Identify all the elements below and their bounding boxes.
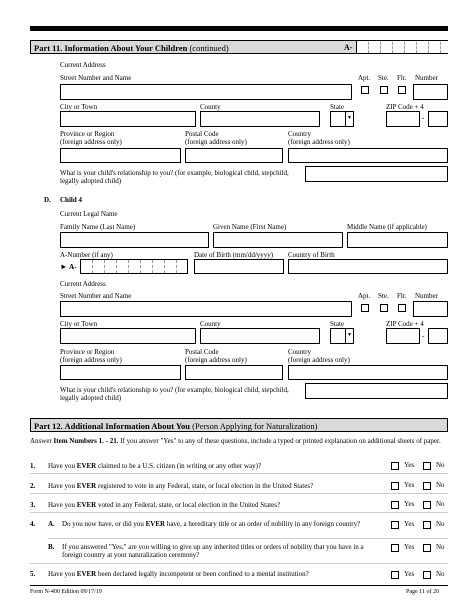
child4-title: Child 4 bbox=[60, 196, 82, 204]
c4-ste-label: Ste. bbox=[378, 292, 389, 300]
part12-header bbox=[30, 418, 448, 432]
anumber-label: A-Number (if any) bbox=[60, 251, 113, 259]
ste-label: Ste. bbox=[378, 74, 389, 82]
street-label: Street Number and Name bbox=[60, 74, 132, 82]
q4a-no-checkbox[interactable] bbox=[423, 521, 431, 529]
c4-flr-checkbox[interactable] bbox=[398, 304, 406, 312]
q1-text: Have you EVER claimed to be a U.S. citizen (in writing or any other way)? bbox=[48, 462, 262, 470]
q2-yes-label: Yes bbox=[404, 481, 415, 489]
c4-flr-label: Flr. bbox=[397, 292, 407, 300]
c4-zip-dash: - bbox=[422, 332, 425, 340]
q2-number: 2. bbox=[30, 482, 36, 490]
part12-title: Part 12. bbox=[34, 421, 63, 431]
part12-intro: Answer Item Numbers 1. - 21. If you answer "Yes" to any of these questions, include a typed or printed explanation on additional sheets of paper. bbox=[30, 437, 441, 445]
postal-field[interactable] bbox=[185, 148, 283, 163]
number-field[interactable] bbox=[413, 84, 448, 100]
c4-province-label: Province or Region bbox=[60, 348, 115, 356]
province-field[interactable] bbox=[60, 148, 181, 163]
relationship-label: What is your child's relationship to you? (for example, biological child, stepchild, legally adopted child) bbox=[60, 169, 289, 185]
state-label: State bbox=[330, 103, 344, 111]
c4-county-field[interactable] bbox=[200, 328, 320, 344]
part12-title-rest: Additional Information About You bbox=[64, 421, 191, 431]
city-label: City or Town bbox=[60, 103, 98, 111]
postal-label: Postal Code bbox=[185, 130, 219, 138]
c4-street-label: Street Number and Name bbox=[60, 292, 132, 300]
middle-name-label: Middle Name (if applicable) bbox=[347, 223, 427, 231]
q5-yes-checkbox[interactable] bbox=[391, 571, 399, 579]
chevron-down-icon: ▼ bbox=[345, 329, 353, 343]
q2-yes-checkbox[interactable] bbox=[391, 482, 399, 490]
c4-postal-field[interactable] bbox=[185, 365, 283, 380]
q5-no-checkbox[interactable] bbox=[423, 571, 431, 579]
c4-city-label: City or Town bbox=[60, 320, 98, 328]
c4-county-label: County bbox=[200, 320, 221, 328]
top-rule bbox=[30, 26, 448, 31]
q1-no-label: No bbox=[436, 461, 445, 469]
q3-yes-checkbox[interactable] bbox=[391, 501, 399, 509]
chevron-down-icon: ▼ bbox=[345, 112, 353, 126]
c4-zip-label: ZIP Code + 4 bbox=[386, 320, 424, 328]
q1-yes-label: Yes bbox=[404, 461, 415, 469]
part12-title-paren: (Person Applying for Naturalization) bbox=[192, 421, 318, 431]
c4-zip-field[interactable] bbox=[386, 328, 420, 344]
q1-no-checkbox[interactable] bbox=[423, 462, 431, 470]
c4-number-label: Number bbox=[415, 292, 438, 300]
county-label: County bbox=[200, 103, 221, 111]
part11-header bbox=[30, 40, 448, 54]
q5-no-label: No bbox=[436, 570, 445, 578]
county-field[interactable] bbox=[200, 111, 320, 127]
state-select[interactable] bbox=[330, 111, 354, 127]
current-address-label: Current Address bbox=[60, 61, 106, 69]
c4-number-field[interactable] bbox=[413, 301, 448, 317]
q4b-no-label: No bbox=[436, 543, 445, 551]
zip4-field[interactable] bbox=[428, 111, 448, 127]
c4-country-field[interactable] bbox=[288, 365, 448, 380]
c4-postal-label: Postal Code bbox=[185, 348, 219, 356]
q3-divider bbox=[30, 512, 448, 513]
q4b-text: If you answered "Yes," are you willing to give up any inherited titles or orders of nobility that you have in a foreign country at your naturalization ceremony? bbox=[62, 543, 364, 559]
footer-form: Form N-400 Edition 09/17/19 bbox=[30, 589, 102, 595]
q5-yes-label: Yes bbox=[404, 570, 415, 578]
anumber-prefix: ► A- bbox=[60, 262, 77, 271]
c4-apt-label: Apt. bbox=[358, 292, 371, 300]
relationship-field[interactable] bbox=[305, 166, 448, 182]
country-label: Country bbox=[288, 130, 311, 138]
postal-label-2: (foreign address only) bbox=[185, 138, 247, 146]
dob-label: Date of Birth (mm/dd/yyyy) bbox=[194, 251, 274, 259]
q4a-divider bbox=[48, 538, 448, 539]
c4-state-label: State bbox=[330, 320, 344, 328]
dob-field[interactable] bbox=[194, 259, 284, 274]
part11-title-cont: (continued) bbox=[189, 43, 229, 53]
q4a-yes-label: Yes bbox=[404, 520, 415, 528]
street-field[interactable] bbox=[60, 84, 352, 100]
q1-yes-checkbox[interactable] bbox=[391, 462, 399, 470]
q4a-yes-checkbox[interactable] bbox=[391, 521, 399, 529]
q4b-divider bbox=[30, 563, 448, 564]
q4b-letter: B. bbox=[48, 543, 55, 551]
c4-relationship-label: What is your child's relationship to you? (for example, biological child, stepchild, legally adopted child) bbox=[60, 386, 289, 402]
q4a-no-label: No bbox=[436, 520, 445, 528]
c4-street-field[interactable] bbox=[60, 301, 352, 317]
zip-field[interactable] bbox=[386, 111, 420, 127]
c4-ste-checkbox[interactable] bbox=[380, 304, 388, 312]
given-name-field[interactable] bbox=[213, 232, 343, 248]
country-field[interactable] bbox=[288, 148, 448, 163]
q4-number: 4. bbox=[30, 520, 36, 528]
province-label-2: (foreign address only) bbox=[60, 138, 122, 146]
legal-name-label: Current Legal Name bbox=[60, 210, 118, 218]
c4-postal-label-2: (foreign address only) bbox=[185, 356, 247, 364]
apt-label: Apt. bbox=[358, 74, 371, 82]
q1-divider bbox=[30, 473, 448, 474]
q2-no-label: No bbox=[436, 481, 445, 489]
q3-number: 3. bbox=[30, 501, 36, 509]
c4-province-label-2: (foreign address only) bbox=[60, 356, 122, 364]
c4-city-field[interactable] bbox=[60, 328, 196, 344]
city-field[interactable] bbox=[60, 111, 196, 127]
c4-apt-checkbox[interactable] bbox=[361, 304, 369, 312]
q3-no-checkbox[interactable] bbox=[423, 501, 431, 509]
c4-state-select[interactable] bbox=[330, 328, 354, 344]
given-name-label: Given Name (First Name) bbox=[213, 223, 287, 231]
footer-page: Page 11 of 20 bbox=[406, 589, 439, 595]
footer-rule bbox=[30, 585, 448, 586]
q5-number: 5. bbox=[30, 570, 36, 578]
family-name-label: Family Name (Last Name) bbox=[60, 223, 136, 231]
country-label-2: (foreign address only) bbox=[288, 138, 350, 146]
c4-country-label-2: (foreign address only) bbox=[288, 356, 350, 364]
a-number-label: A- bbox=[344, 43, 353, 52]
q3-yes-label: Yes bbox=[404, 500, 415, 508]
middle-name-field[interactable] bbox=[347, 232, 448, 248]
q4b-yes-label: Yes bbox=[404, 543, 415, 551]
anumber-field[interactable] bbox=[80, 259, 188, 274]
flr-checkbox[interactable] bbox=[398, 86, 406, 94]
q3-text: Have you EVER voted in any Federal, state, or local election in the United States? bbox=[48, 501, 281, 509]
a-number-header-field[interactable] bbox=[356, 41, 449, 53]
family-name-field[interactable] bbox=[60, 232, 209, 248]
flr-label: Flr. bbox=[397, 74, 407, 82]
apt-checkbox[interactable] bbox=[361, 86, 369, 94]
country-birth-label: Country of Birth bbox=[288, 251, 335, 259]
q1-number: 1. bbox=[30, 462, 36, 470]
c4-relationship-field[interactable] bbox=[305, 383, 448, 399]
ste-checkbox[interactable] bbox=[380, 86, 388, 94]
c4-zip4-field[interactable] bbox=[428, 328, 448, 344]
q4a-text: Do you now have, or did you EVER have, a hereditary title or an order of nobility in any foreign country? bbox=[62, 520, 361, 528]
zip-label: ZIP Code + 4 bbox=[386, 103, 424, 111]
c4-province-field[interactable] bbox=[60, 365, 181, 380]
part11-title: Part 11. bbox=[34, 43, 63, 53]
q4b-yes-checkbox[interactable] bbox=[391, 544, 399, 552]
q5-text: Have you EVER been declared legally incompetent or been confined to a mental institution? bbox=[48, 570, 309, 578]
c4-current-address-label: Current Address bbox=[60, 280, 106, 288]
q2-no-checkbox[interactable] bbox=[423, 482, 431, 490]
q2-divider bbox=[30, 493, 448, 494]
part11-title-rest: Information About Your Children bbox=[64, 43, 188, 53]
q4a-letter: A. bbox=[48, 520, 55, 528]
q2-text: Have you EVER registered to vote in any Federal, state, or local election in the United States? bbox=[48, 482, 314, 490]
child4-letter: D. bbox=[44, 196, 51, 204]
province-label: Province or Region bbox=[60, 130, 115, 138]
zip-dash: - bbox=[422, 114, 425, 122]
q4b-no-checkbox[interactable] bbox=[423, 544, 431, 552]
q3-no-label: No bbox=[436, 500, 445, 508]
c4-country-label: Country bbox=[288, 348, 311, 356]
number-label: Number bbox=[415, 74, 438, 82]
country-birth-field[interactable] bbox=[288, 259, 448, 274]
